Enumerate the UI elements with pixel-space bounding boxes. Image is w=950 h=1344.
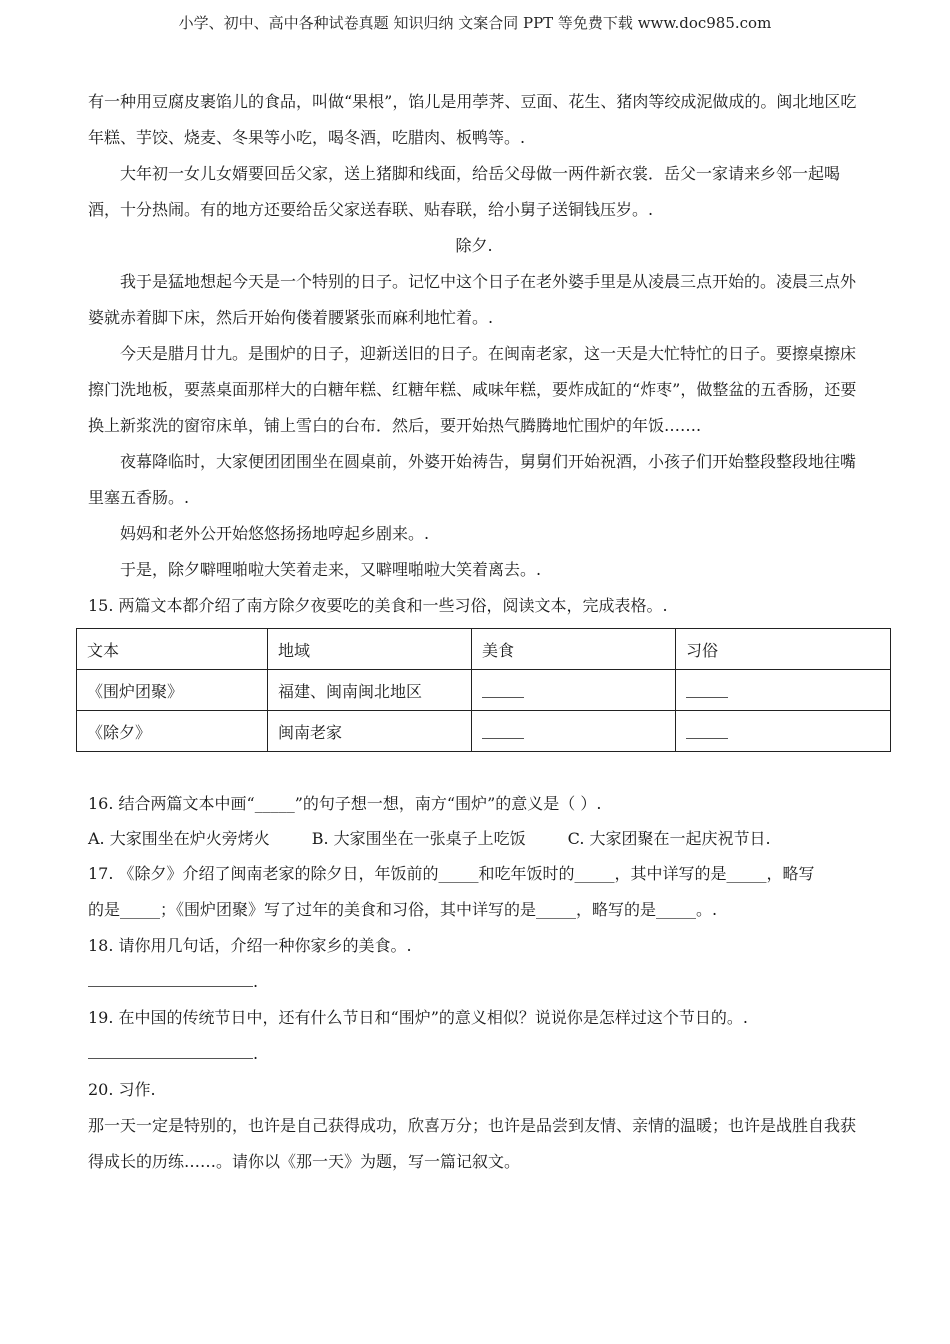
question-19: 19. 在中国的传统节日中，还有什么节日和“围炉”的意义相似？说说你是怎样过这个节日的。. xyxy=(88,1008,748,1027)
page-header: 小学、初中、高中各种试卷真题 知识归纳 文案合同 PPT 等免费下载 www.doc985.com xyxy=(178,14,772,32)
paragraph: 我于是猛地想起今天是一个特别的日子。记忆中这个日子在老外婆手里是从凌晨三点开始的。凌晨三点外婆就赤着脚下床，然后开始佝偻着腰紧张而麻利地忙着。. xyxy=(88,272,857,327)
paragraph: 夜幕降临时，大家便团团围坐在圆桌前，外婆开始祷告，舅舅们开始祝酒，小孩子们开始整段整段地往嘴里塞五香肠。. xyxy=(88,452,857,507)
answer-blank[interactable] xyxy=(676,670,891,711)
question-17: 17. 《除夕》介绍了闽南老家的除夕日，年饭前的_____和吃年饭时的_____，其中详写的是_____，略写 xyxy=(88,864,815,883)
question-18: 18. 请你用几句话，介绍一种你家乡的美食。. xyxy=(88,936,412,955)
question-20: 20. 习作. xyxy=(88,1080,156,1099)
table-cell: 《除夕》 xyxy=(77,711,268,752)
answer-blank[interactable] xyxy=(472,670,676,711)
table-header: 美食 xyxy=(472,629,676,670)
question-17-cont: 的是_____；《围炉团聚》写了过年的美食和习俗，其中详写的是_____，略写的是_____。. xyxy=(88,900,718,919)
section-title: 除夕. xyxy=(455,236,493,255)
answer-table xyxy=(76,628,891,752)
spacer xyxy=(88,752,860,766)
question-20-prompt: 那一天一定是特别的，也许是自己获得成功，欣喜万分；也许是品尝到友情、亲情的温暖；也许是战胜自我获得成长的历练……。请你以《那一天》为题，写一篇记叙文。 xyxy=(88,1116,857,1171)
table-cell: 闽南老家 xyxy=(268,711,472,752)
table-cell: 《围炉团聚》 xyxy=(77,670,268,711)
choices xyxy=(88,822,860,856)
table-header-row xyxy=(77,629,891,670)
paragraph: 有一种用豆腐皮裹馅儿的食品，叫做“果根”，馅儿是用荸荠、豆面、花生、猪肉等绞成泥做成的。闽北地区吃年糕、芋饺、烧麦、冬果等小吃，喝冬酒，吃腊肉、板鸭等。. xyxy=(88,92,857,147)
answer-line[interactable]: . xyxy=(88,1036,860,1072)
question-15: 15. 两篇文本都介绍了南方除夕夜要吃的美食和一些习俗，阅读文本，完成表格。. xyxy=(88,596,668,615)
document-body xyxy=(88,84,860,1180)
answer-blank[interactable] xyxy=(472,711,676,752)
question-16: 16. 结合两篇文本中画“_____”的句子想一想，南方“围炉”的意义是（ ）. xyxy=(88,794,602,813)
paragraph: 妈妈和老外公开始悠悠扬扬地哼起乡剧来。. xyxy=(120,524,430,543)
answer-line[interactable]: . xyxy=(88,964,860,1000)
choice-c[interactable]: C. 大家团聚在一起庆祝节日. xyxy=(567,829,771,848)
paragraph: 大年初一女儿女婿要回岳父家，送上猪脚和线面，给岳父母做一两件新衣裳．岳父一家请来乡邻一起喝酒，十分热闹。有的地方还要给岳父家送春联、贴春联，给小舅子送铜钱压岁。. xyxy=(88,164,841,219)
answer-blank[interactable] xyxy=(676,711,891,752)
table-cell: 福建、闽南闽北地区 xyxy=(268,670,472,711)
paragraph: 今天是腊月廿九。是围炉的日子，迎新送旧的日子。在闽南老家，这一天是大忙特忙的日子。要擦桌擦床擦门洗地板，要蒸桌面那样大的白糖年糕、红糖年糕、咸味年糕，要炸成缸的“炸枣”，做整盆的五香肠，还要换上新浆洗的窗帘床单，铺上雪白的台布．然后，要开始热气腾腾地忙围炉的年饭……. xyxy=(88,344,857,435)
table-header: 习俗 xyxy=(676,629,891,670)
table-header: 地域 xyxy=(268,629,472,670)
choice-b[interactable]: B. 大家围坐在一张桌子上吃饭 xyxy=(311,829,526,848)
table-row xyxy=(77,670,891,711)
paragraph: 于是，除夕噼哩啪啦大笑着走来，又噼哩啪啦大笑着离去。. xyxy=(120,560,542,579)
table-row xyxy=(77,711,891,752)
table-header: 文本 xyxy=(77,629,268,670)
choice-a[interactable]: A. 大家围坐在炉火旁烤火 xyxy=(88,829,270,848)
